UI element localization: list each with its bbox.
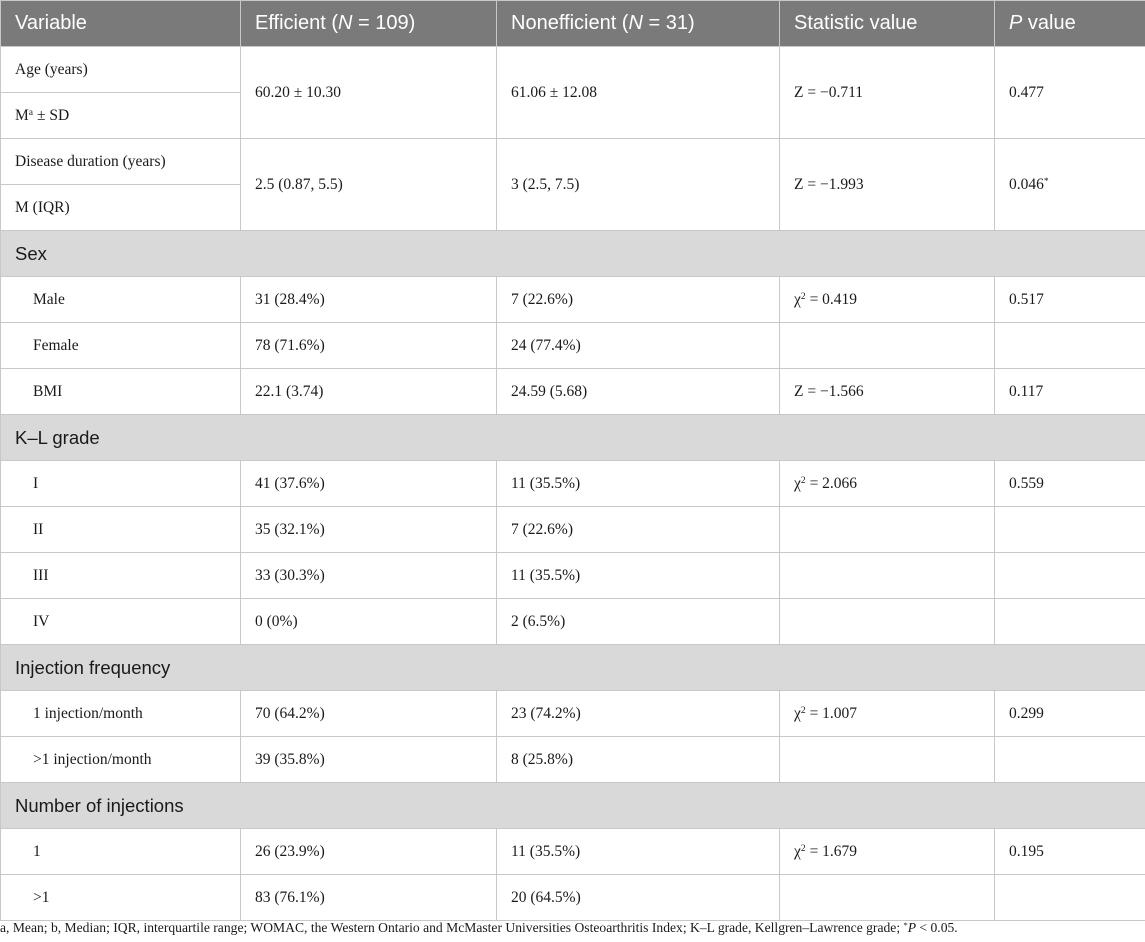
row-label: IV	[1, 599, 241, 645]
cell-efficient: 41 (37.6%)	[241, 461, 497, 507]
cell-nonefficient: 2 (6.5%)	[497, 599, 780, 645]
cell-statistic: Z = −0.711	[780, 47, 995, 139]
table-row	[1, 691, 1145, 737]
section-row-number-of-injections	[1, 783, 1145, 829]
cell-efficient: 26 (23.9%)	[241, 829, 497, 875]
header-statistic: Statistic value	[780, 1, 995, 47]
section-title: Injection frequency	[1, 645, 1145, 691]
header-p-value: P value	[995, 1, 1145, 47]
header-row	[1, 1, 1145, 47]
cell-p-value	[995, 875, 1145, 921]
cell-nonefficient: 7 (22.6%)	[497, 277, 780, 323]
cell-nonefficient: 61.06 ± 12.08	[497, 47, 780, 139]
cell-statistic	[780, 875, 995, 921]
cell-nonefficient: 24 (77.4%)	[497, 323, 780, 369]
cell-p-value: 0.477	[995, 47, 1145, 139]
table-row	[1, 553, 1145, 599]
cell-efficient: 0 (0%)	[241, 599, 497, 645]
cell-nonefficient: 11 (35.5%)	[497, 553, 780, 599]
cell-nonefficient: 8 (25.8%)	[497, 737, 780, 783]
row-label: BMI	[1, 369, 241, 415]
header-efficient: Efficient (N = 109)	[241, 1, 497, 47]
cell-statistic	[780, 323, 995, 369]
cell-statistic: $\chi^2 = 2.066$	[780, 461, 995, 507]
cell-p-value: 0.559	[995, 461, 1145, 507]
row-label: II	[1, 507, 241, 553]
cell-statistic: Z = −1.993	[780, 139, 995, 231]
row-label: >1 injection/month	[1, 737, 241, 783]
row-label: Disease duration (years)	[1, 139, 241, 185]
row-label: >1	[1, 875, 241, 921]
table-row	[1, 507, 1145, 553]
cell-statistic: $\chi^2 = 1.007$	[780, 691, 995, 737]
section-row-injection-frequency	[1, 645, 1145, 691]
section-title: Sex	[1, 231, 1145, 277]
header-variable: Variable	[1, 1, 241, 47]
cell-statistic	[780, 553, 995, 599]
row-label: I	[1, 461, 241, 507]
section-title: Number of injections	[1, 783, 1145, 829]
section-title: K–L grade	[1, 415, 1145, 461]
table-row	[1, 829, 1145, 875]
table-row	[1, 461, 1145, 507]
row-label: 1	[1, 829, 241, 875]
table-footnote: a, Mean; b, Median; IQR, interquartile range; WOMAC, the Western Ontario and McMaster Universities Osteoarthritis Index; K–L grade, Kellgren–Lawrence grade; *P < 0.05.	[0, 920, 958, 935]
table-row	[1, 47, 1145, 93]
cell-statistic	[780, 507, 995, 553]
cell-p-value	[995, 599, 1145, 645]
section-row-kl-grade	[1, 415, 1145, 461]
cell-nonefficient: 11 (35.5%)	[497, 461, 780, 507]
cell-efficient: 39 (35.8%)	[241, 737, 497, 783]
cell-p-value: 0.117	[995, 369, 1145, 415]
cell-statistic: $\chi^2 = 0.419$	[780, 277, 995, 323]
cell-efficient: 33 (30.3%)	[241, 553, 497, 599]
cell-nonefficient: 23 (74.2%)	[497, 691, 780, 737]
section-row-sex	[1, 231, 1145, 277]
cell-efficient: 2.5 (0.87, 5.5)	[241, 139, 497, 231]
cell-nonefficient: 3 (2.5, 7.5)	[497, 139, 780, 231]
cell-statistic	[780, 599, 995, 645]
cell-efficient: 60.20 ± 10.30	[241, 47, 497, 139]
table-row	[1, 737, 1145, 783]
cell-p-value	[995, 737, 1145, 783]
row-sublabel: $M^a$ ± SD	[1, 93, 241, 139]
row-label: Male	[1, 277, 241, 323]
cell-p-value: 0.046*	[995, 139, 1145, 231]
cell-efficient: 35 (32.1%)	[241, 507, 497, 553]
cell-statistic: $\chi^2 = 1.679$	[780, 829, 995, 875]
cell-efficient: 22.1 (3.74)	[241, 369, 497, 415]
cell-p-value: 0.517	[995, 277, 1145, 323]
cell-nonefficient: 20 (64.5%)	[497, 875, 780, 921]
table-row	[1, 875, 1145, 921]
cell-nonefficient: 24.59 (5.68)	[497, 369, 780, 415]
cell-statistic: Z = −1.566	[780, 369, 995, 415]
row-label: Age (years)	[1, 47, 241, 93]
row-label: 1 injection/month	[1, 691, 241, 737]
cell-efficient: 78 (71.6%)	[241, 323, 497, 369]
table-row	[1, 323, 1145, 369]
cell-p-value: 0.195	[995, 829, 1145, 875]
header-nonefficient: Nonefficient (N = 31)	[497, 1, 780, 47]
table-row	[1, 599, 1145, 645]
table-row	[1, 277, 1145, 323]
cell-efficient: 83 (76.1%)	[241, 875, 497, 921]
cell-p-value	[995, 507, 1145, 553]
cell-nonefficient: 11 (35.5%)	[497, 829, 780, 875]
cell-p-value	[995, 553, 1145, 599]
cell-statistic	[780, 737, 995, 783]
row-sublabel: M (IQR)	[1, 185, 241, 231]
row-label: Female	[1, 323, 241, 369]
cell-efficient: 31 (28.4%)	[241, 277, 497, 323]
table-row	[1, 139, 1145, 185]
row-label: III	[1, 553, 241, 599]
cell-p-value: 0.299	[995, 691, 1145, 737]
table-row	[1, 369, 1145, 415]
cell-p-value	[995, 323, 1145, 369]
cell-nonefficient: 7 (22.6%)	[497, 507, 780, 553]
cell-efficient: 70 (64.2%)	[241, 691, 497, 737]
